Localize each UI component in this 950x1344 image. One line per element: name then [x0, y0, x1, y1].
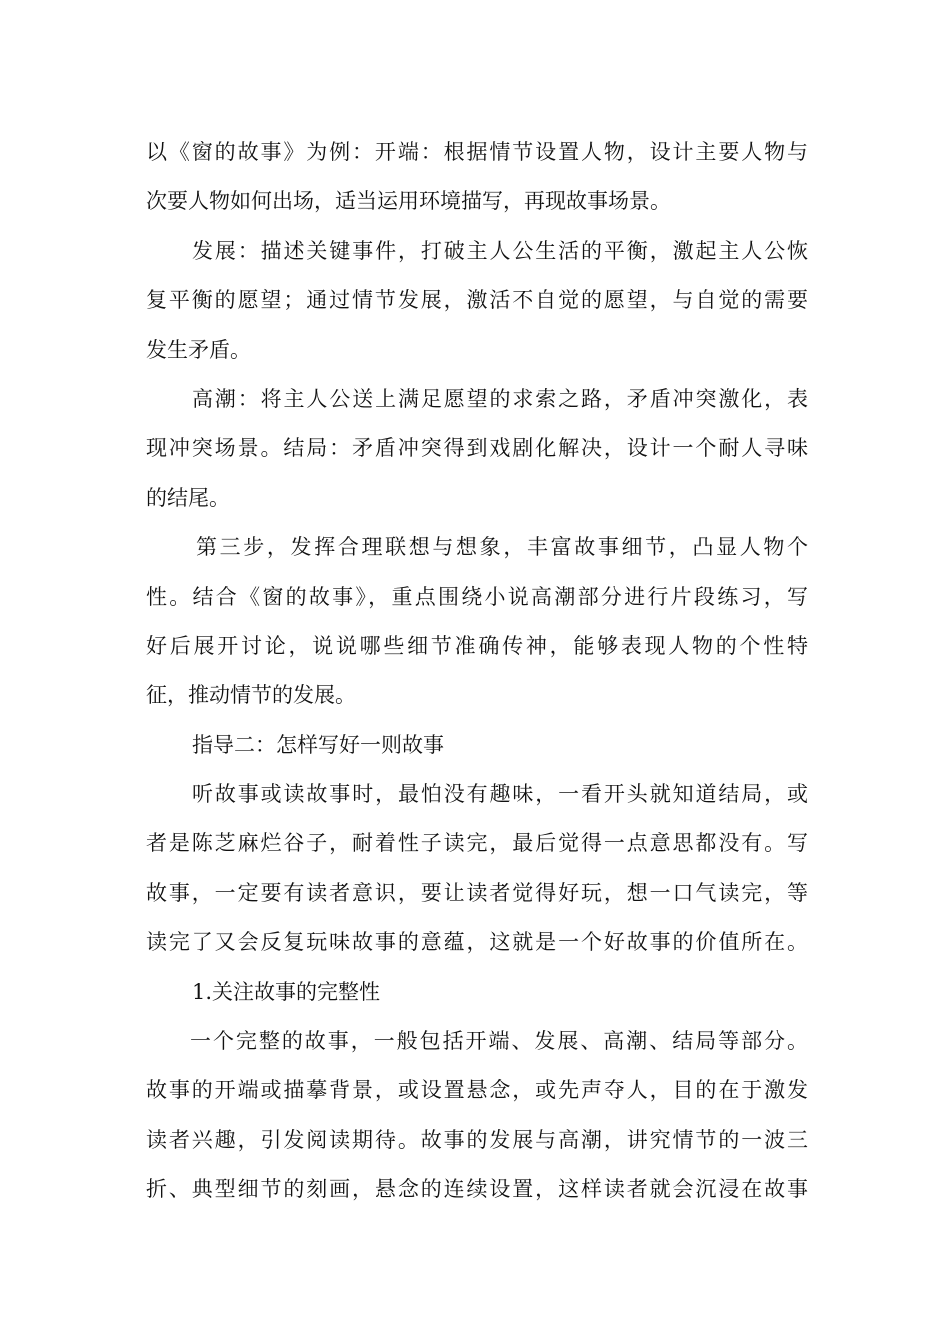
- text-line: 发展：描述关键事件，打破主人公生活的平衡，激起主人公恢: [192, 238, 808, 263]
- text-line: 性。结合《窗的故事》，重点围绕小说高潮部分进行片段练习，写: [146, 584, 808, 609]
- text-line: 现冲突场景。结局：矛盾冲突得到戏剧化解决，设计一个耐人寻味: [146, 436, 808, 461]
- text-line: 征，推动情节的发展。: [146, 683, 356, 708]
- text-line: 听故事或读故事时，最怕没有趣味，一看开头就知道结局，或: [192, 782, 808, 807]
- text-line: 故事的开端或描摹背景，或设置悬念，或先声夺人，目的在于激发: [146, 1078, 808, 1103]
- text-line: 一个完整的故事，一般包括开端、发展、高潮、结局等部分。: [190, 1029, 808, 1054]
- subsection-heading: 1.关注故事的完整性: [192, 979, 381, 1004]
- text-line: 者是陈芝麻烂谷子，耐着性子读完，最后觉得一点意思都没有。写: [146, 831, 808, 856]
- text-line: 折、典型细节的刻画，悬念的连续设置，这样读者就会沉浸在故事: [146, 1177, 808, 1202]
- text-line: 复平衡的愿望；通过情节发展，激活不自觉的愿望，与自觉的需要: [146, 288, 808, 313]
- text-line: 第三步，发挥合理联想与想象，丰富故事细节，凸显人物个: [196, 535, 808, 560]
- text-line: 读者兴趣，引发阅读期待。故事的发展与高潮，讲究情节的一波三: [146, 1127, 808, 1152]
- text-line: 高潮：将主人公送上满足愿望的求索之路，矛盾冲突激化，表: [192, 386, 808, 411]
- text-line: 故事，一定要有读者意识，要让读者觉得好玩，想一口气读完，等: [146, 880, 808, 905]
- section-heading: 指导二：怎样写好一则故事: [192, 732, 444, 757]
- text-line: 以《窗的故事》为例：开端：根据情节设置人物，设计主要人物与: [146, 140, 808, 164]
- text-line: 好后展开讨论，说说哪些细节准确传神，能够表现人物的个性特: [146, 633, 808, 658]
- document-body: [146, 128, 808, 1215]
- text-line: 读完了又会反复玩味故事的意蕴，这就是一个好故事的价值所在。: [146, 930, 808, 955]
- text-line: 次要人物如何出场，适当运用环境描写，再现故事场景。: [146, 189, 671, 214]
- text-line: 的结尾。: [146, 485, 230, 510]
- text-line: 发生矛盾。: [146, 337, 251, 362]
